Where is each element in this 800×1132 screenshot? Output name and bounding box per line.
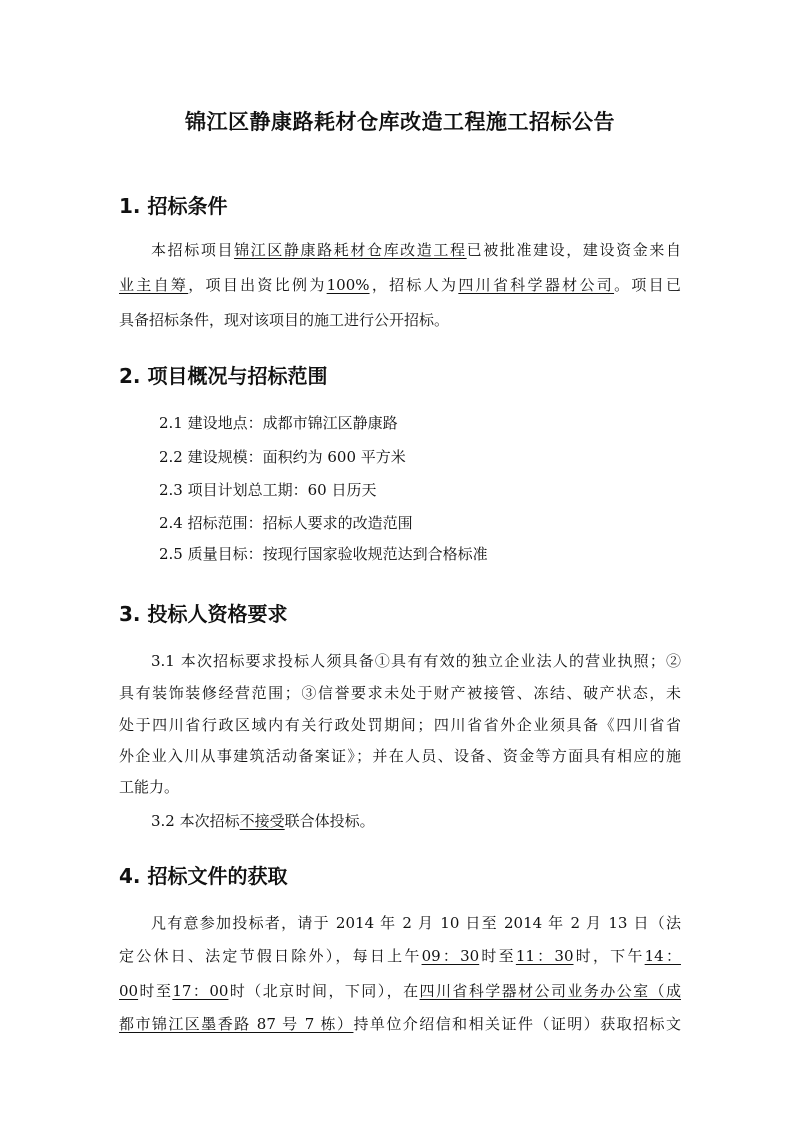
page-title: 锦江区静康路耗材仓库改造工程施工招标公告 bbox=[185, 110, 615, 134]
s4-text: 持单位介绍信和相关证件（证明）获取招标文 bbox=[353, 1015, 681, 1033]
s1-text: 。项目已 bbox=[614, 276, 681, 294]
s4-line-3 bbox=[119, 981, 681, 1001]
s2-item: 2.5 质量目标：按现行国家验收规范达到合格标准 bbox=[159, 545, 488, 563]
pm-start-time: 14： bbox=[644, 947, 681, 965]
section-2-heading: 2. 项目概况与招标范围 bbox=[119, 364, 328, 388]
section-4-heading: 4. 招标文件的获取 bbox=[119, 864, 288, 888]
s3-text: 联合体投标。 bbox=[284, 812, 375, 830]
s1-line-1 bbox=[151, 240, 681, 260]
s2-item: 2.1 建设地点：成都市锦江区静康路 bbox=[159, 414, 398, 432]
section-3-heading: 3. 投标人资格要求 bbox=[119, 602, 288, 626]
s4-line-2 bbox=[119, 946, 681, 966]
s3-text: 3.2 本次招标 bbox=[151, 812, 240, 830]
fund-ratio: 100% bbox=[326, 276, 370, 294]
s4-text: 时（北京时间，下同），在 bbox=[228, 982, 420, 1000]
s4-text: 时，下午 bbox=[573, 947, 645, 965]
s1-line-2 bbox=[119, 275, 681, 295]
s3-line: 3.1 本次招标要求投标人须具备①具有有效的独立企业法人的营业执照；② bbox=[151, 652, 681, 670]
s2-item: 2.2 建设规模：面积约为 600 平方米 bbox=[159, 448, 406, 466]
s3-line: 处于四川省行政区域内有关行政处罚期间；四川省省外企业须具备《四川省省 bbox=[119, 716, 681, 734]
tenderer-name: 四川省科学器材公司 bbox=[458, 276, 615, 294]
s1-text: ，招标人为 bbox=[369, 276, 459, 294]
section-1-heading: 1. 招标条件 bbox=[119, 194, 228, 218]
pickup-address: 都市锦江区墨香路 87 号 7 栋） bbox=[119, 1015, 354, 1033]
s2-item: 2.3 项目计划总工期：60 日历天 bbox=[159, 481, 377, 499]
s1-text: 已被批准建设，建设资金来自 bbox=[466, 241, 681, 259]
am-end-time: 11：30 bbox=[515, 947, 574, 965]
pickup-location: 四川省科学器材公司业务办公室（成 bbox=[419, 982, 681, 1000]
pm-end-time: 17：00 bbox=[172, 982, 229, 1000]
s3-line: 外企业入川从事建筑活动备案证》；并在人员、设备、资金等方面具有相应的施 bbox=[119, 747, 681, 765]
pm-start-time-cont: 00 bbox=[119, 982, 139, 1000]
project-name: 锦江区静康路耗材仓库改造工程 bbox=[234, 241, 467, 259]
s1-line-3: 具备招标条件，现对该项目的施工进行公开招标。 bbox=[119, 311, 450, 329]
s4-line-4 bbox=[119, 1014, 681, 1034]
s1-text: 本招标项目 bbox=[151, 241, 235, 259]
consortium-status: 不接受 bbox=[239, 812, 285, 830]
s2-item: 2.4 招标范围：招标人要求的改造范围 bbox=[159, 514, 413, 532]
am-start-time: 09：30 bbox=[421, 947, 480, 965]
s3-line: 具有装饰装修经营范围；③信誉要求未处于财产被接管、冻结、破产状态，未 bbox=[119, 684, 681, 702]
s4-text: 时至 bbox=[479, 947, 516, 965]
fund-source: 业主自筹 bbox=[119, 276, 189, 294]
s3-line: 工能力。 bbox=[119, 778, 180, 796]
s3-line-2 bbox=[151, 811, 681, 831]
s4-line-1: 凡有意参加投标者，请于 2014 年 2 月 10 日至 2014 年 2 月 13 日（法 bbox=[151, 914, 681, 932]
s1-text: ，项目出资比例为 bbox=[188, 276, 327, 294]
s4-text: 定公休日、法定节假日除外），每日上午 bbox=[119, 947, 422, 965]
s4-text: 时至 bbox=[138, 982, 173, 1000]
